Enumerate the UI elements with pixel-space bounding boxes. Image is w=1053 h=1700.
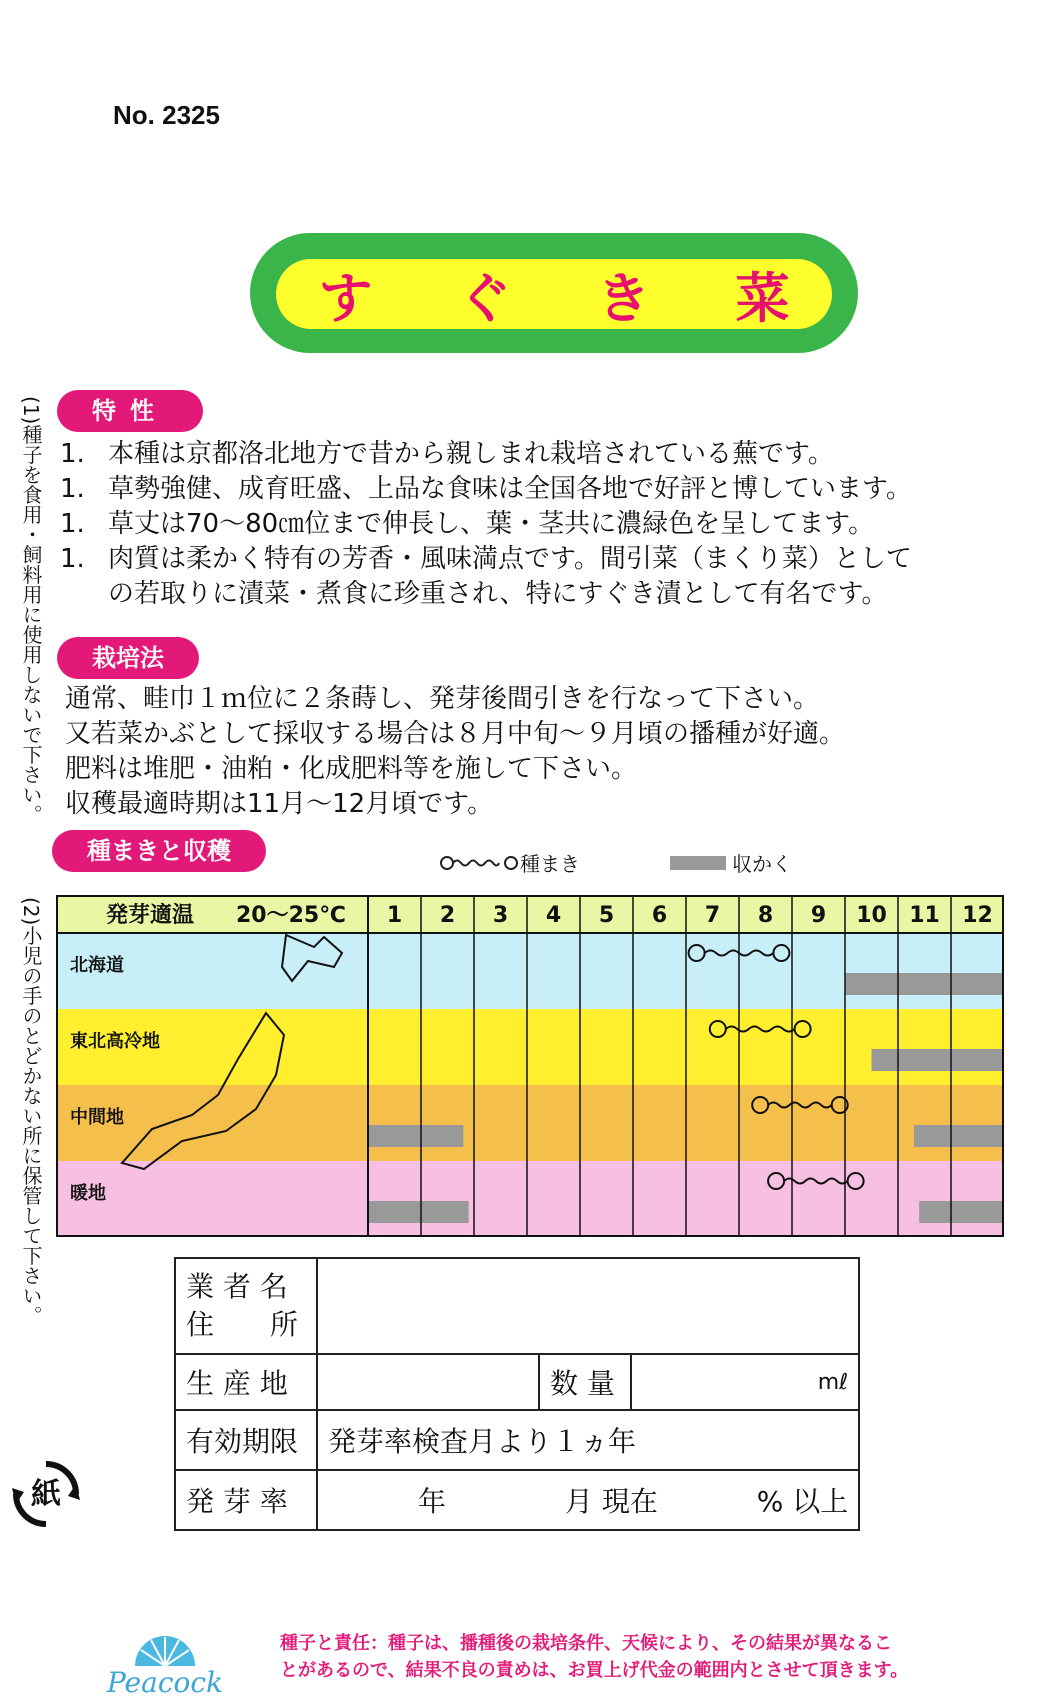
germ-percent: % 以上 [756, 1485, 849, 1518]
logo-text: Peacock [106, 1666, 224, 1698]
origin-field [317, 1354, 539, 1410]
harvest-period-bar [368, 1201, 469, 1223]
feature-item [60, 437, 912, 472]
harvest-period-bar [919, 1201, 1004, 1223]
address-label: 住 所 [186, 1308, 299, 1341]
title-char: 菜 [735, 266, 790, 330]
month-tick-label: 7 [704, 903, 721, 928]
peacock-logo [95, 1618, 235, 1698]
calendar-temp: 20～25℃ [236, 903, 346, 928]
expiry-label: 有効期限 [175, 1410, 317, 1470]
calendar-row-bg [56, 1085, 1004, 1161]
section-label-features: 特性 [57, 390, 203, 432]
feature-number: 1. [60, 509, 85, 539]
month-tick-label: 4 [545, 903, 562, 928]
germ-month: 月 現在 [564, 1485, 658, 1518]
title-char: す [318, 266, 373, 330]
month-tick-label: 9 [810, 903, 827, 928]
cultivation-line: 又若菜かぶとして採収する場合は８月中旬～９月頃の播種が好適。 [65, 719, 846, 749]
region-label: 東北高冷地 [70, 1031, 160, 1052]
sowing-harvest-calendar [56, 895, 1004, 1247]
cultivation-line: 収穫最適時期は11月～12月頃です。 [65, 789, 494, 819]
expiry-value: 発芽率検査月より１ヵ年 [317, 1410, 859, 1470]
region-label: 北海道 [70, 955, 124, 976]
calendar-header-label: 発芽適温 [106, 903, 195, 928]
region-label: 中間地 [70, 1107, 124, 1128]
month-tick-label: 12 [962, 903, 993, 928]
month-tick-label: 10 [856, 903, 887, 928]
quantity-unit: mℓ [631, 1354, 859, 1410]
harvest-period-bar [845, 973, 1004, 995]
dealer-address-field [317, 1258, 859, 1354]
cultivation-text [65, 682, 845, 822]
calendar-legend [440, 848, 792, 877]
feature-number: 1. [60, 474, 85, 504]
feature-text: 草勢強健、成育旺盛、上品な食味は全国各地で好評と博しています。 [108, 474, 912, 504]
harvest-period-bar [872, 1049, 1005, 1071]
side-note-1: (1)種子を食用・飼料用に使用しないで下さい。 [19, 396, 43, 825]
cultivation-line: 通常、畦巾１ｍ位に２条蒔し、発芽後間引きを行なって下さい。 [65, 684, 820, 714]
section-label-sowing-harvest: 種まきと収穫 [52, 830, 266, 872]
month-tick-label: 11 [909, 903, 940, 928]
dealer-address-label-cell [175, 1258, 317, 1354]
origin-label: 生 産 地 [175, 1354, 317, 1410]
germination-label: 発 芽 率 [175, 1470, 317, 1530]
dealer-name-label: 業 者 名 [186, 1270, 288, 1303]
month-tick-label: 5 [598, 903, 615, 928]
feature-text: 本種は京都洛北地方で昔から親しまれ栽培されている蕪です。 [108, 439, 834, 469]
legend-harvest-label: 収かく [732, 852, 792, 876]
harvest-period-bar [914, 1125, 1004, 1147]
harvest-period-bar [368, 1125, 463, 1147]
feature-text: の若取りに漬菜・煮食に珍重され、特にすぐき漬として有名です。 [108, 579, 888, 609]
calendar-row-bg [56, 1161, 1004, 1237]
calendar-row-bg [56, 933, 1004, 1009]
feature-text: 肉質は柔かく特有の芳香・風味満点です。間引菜（まくり菜）として [108, 544, 912, 574]
seed-responsibility-note [280, 1630, 908, 1684]
month-tick-label: 1 [386, 903, 403, 928]
paper-recycle-icon [10, 1458, 82, 1530]
feature-text: 草丈は70～80㎝位まで伸長し、葉・茎共に濃緑色を呈してます。 [108, 509, 875, 539]
feature-item [60, 472, 912, 507]
legend-sowing-label: 種まき [520, 852, 580, 876]
cultivation-line: 肥料は堆肥・油粕・化成肥料等を施して下さい。 [65, 754, 638, 784]
calendar-row-bg [56, 1009, 1004, 1085]
section-label-cultivation: 栽培法 [57, 637, 199, 679]
feature-number [60, 577, 108, 612]
month-tick-label: 3 [492, 903, 509, 928]
side-note-2: (2)小児の手のとどかない所に保管して下さい。 [19, 897, 43, 1326]
harvest-legend-icon [670, 856, 726, 870]
paper-mark-text: 紙 [31, 1477, 61, 1512]
product-number: No. 2325 [113, 100, 220, 130]
footer-line-2: とがあるので、結果不良の責めは、お買上げ代金の範囲内とさせて頂きます。 [280, 1660, 909, 1681]
features-list [60, 437, 912, 612]
footer-line-1: 種子と責任：種子は、播種後の栽培条件、天候により、その結果が異なるこ [280, 1633, 892, 1654]
feature-number: 1. [60, 544, 85, 574]
seller-info-table [174, 1257, 860, 1531]
feature-number: 1. [60, 439, 85, 469]
feature-item [60, 507, 912, 542]
title-plate [276, 259, 832, 329]
region-label: 暖地 [70, 1183, 106, 1204]
month-tick-label: 8 [757, 903, 774, 928]
sowing-legend-icon [440, 853, 520, 873]
title-char: ぐ [457, 266, 512, 330]
title-char: き [596, 266, 651, 330]
feature-item [60, 542, 912, 577]
germination-value-cell [317, 1470, 859, 1530]
feature-item [60, 577, 912, 612]
month-tick-label: 2 [439, 903, 456, 928]
month-tick-label: 6 [651, 903, 668, 928]
germ-year: 年 [418, 1485, 447, 1518]
quantity-label: 数 量 [539, 1354, 631, 1410]
